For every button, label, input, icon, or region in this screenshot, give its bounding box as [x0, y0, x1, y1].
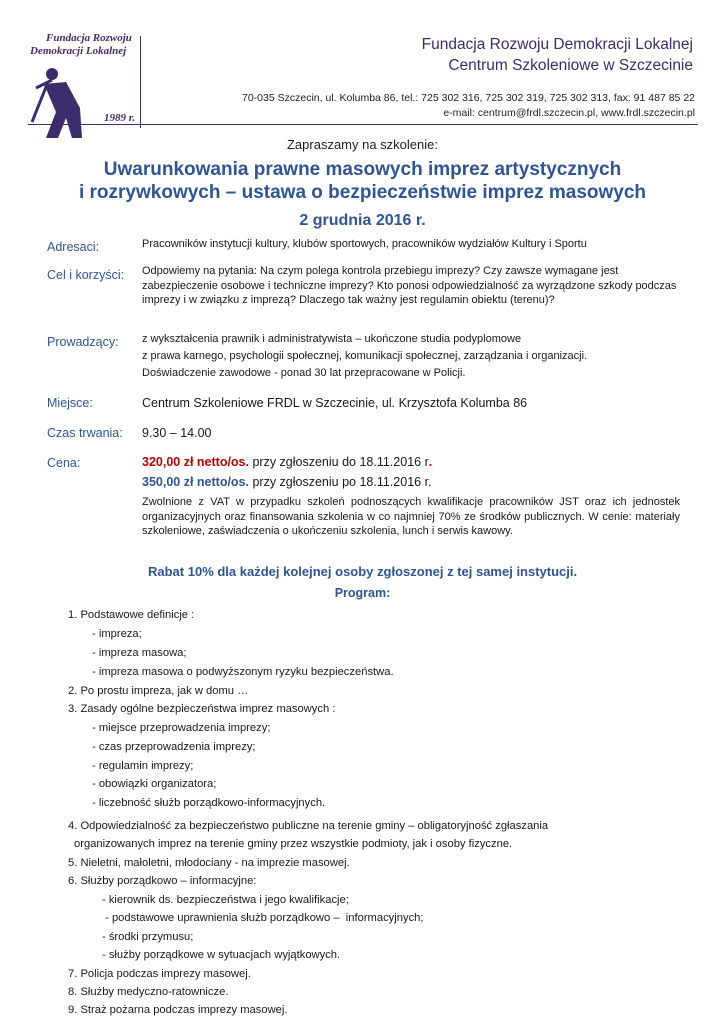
- logo-year: 1989 r.: [104, 112, 136, 124]
- price-line-2: [142, 475, 432, 489]
- program-list: [0, 606, 725, 1016]
- header-center-name: Centrum Szkoleniowe w Szczecinie: [448, 57, 693, 74]
- logo: [28, 30, 158, 130]
- list-item: - miejsce przeprowadzenia imprezy;: [92, 722, 271, 734]
- cel-label: Cel i korzyści:: [47, 268, 125, 282]
- list-item: organizowanych imprez na terenie gminy przez wszystkie podmioty, jak i osoby fizyczne.: [74, 838, 513, 850]
- cel-value: Odpowiemy na pytania: Na czym polega kontrola przebiegu imprezy? Czy zawsze wymagane jest zabezpieczenie osobowe i techniczne imprezy? Kto ponosi odpowiedzialność za wyrządzone szkody podczas imprezy i w związku z imprezą? Dlaczego tak ważny jest regulamin obiektu (terenu)?: [142, 265, 677, 306]
- price-1-amount: 320,00 zł netto/os.: [142, 455, 249, 469]
- training-date: 2 grudnia 2016 r.: [299, 212, 426, 229]
- price-line-1: [142, 455, 432, 469]
- list-item: - czas przeprowadzenia imprezy;: [92, 741, 256, 753]
- list-item: - impreza masowa o podwyższonym ryzyku bezpieczeństwa.: [92, 666, 394, 678]
- logo-line-2: Demokracji Lokalnej: [30, 45, 127, 57]
- adresaci-value: Pracowników instytucji kultury, klubów sportowych, pracowników wydziałów Kultury i Sportu: [142, 238, 587, 250]
- header-org-name: Fundacja Rozwoju Demokracji Lokalnej: [421, 36, 693, 53]
- program-heading: Program:: [334, 586, 391, 600]
- list-item: - impreza masowa;: [92, 647, 187, 659]
- miejsce-label: Miejsce:: [47, 396, 93, 410]
- prowadzacy-line-2: z prawa karnego, psychologii społecznej, komunikacji społecznej, zarządzania i organizacji.: [142, 350, 588, 362]
- prowadzacy-line-1: z wykształcenia prawnik i administratywista – ukończone studia podyplomowe: [142, 333, 522, 345]
- title-line-2: i rozrywkowych – ustawa o bezpieczeństwie imprez masowych: [78, 182, 647, 203]
- discount-note: Rabat 10% dla każdej kolejnej osoby zgłoszonej z tej samej instytucji.: [148, 564, 578, 579]
- prowadzacy-label: Prowadzący:: [47, 335, 119, 349]
- header-divider: [28, 124, 698, 125]
- prowadzacy-line-3: Doświadczenie zawodowe - ponad 30 lat przepracowane w Policji.: [142, 367, 466, 379]
- price-2-amount: 350,00 zł netto/os.: [142, 475, 249, 489]
- logo-line-1: Fundacja Rozwoju: [46, 32, 132, 44]
- logo-frame-line: [140, 36, 141, 128]
- header-address: 70-035 Szczecin, ul. Kolumba 86, tel.: 725 302 316, 725 302 319, 725 302 313, fax: 91 487 85 22: [241, 92, 695, 104]
- price-1-dot: .: [428, 455, 433, 469]
- cena-label: Cena:: [47, 456, 81, 470]
- list-item: 4. Odpowiedzialność za bezpieczeństwo publiczne na terenie gminy – obligatoryjność zgłaszania: [68, 820, 549, 832]
- list-item: 1. Podstawowe definicje :: [68, 609, 195, 621]
- czas-label: Czas trwania:: [47, 426, 123, 440]
- list-item: - regulamin imprezy;: [92, 760, 194, 772]
- list-item: - liczebność służb porządkowo-informacyjnych.: [92, 797, 326, 809]
- miejsce-value: Centrum Szkoleniowe FRDL w Szczecinie, ul. Krzysztofa Kolumba 86: [142, 396, 528, 410]
- list-item: 3. Zasady ogólne bezpieczeństwa imprez masowych :: [68, 703, 336, 715]
- list-item: 8. Służby medyczno-ratownicze.: [68, 986, 229, 998]
- list-item: - impreza;: [92, 628, 142, 640]
- list-item: 5. Nieletni, małoletni, młodociany - na imprezie masowej.: [68, 857, 350, 869]
- list-item: 9. Straż pożarna podczas imprezy masowej.: [68, 1004, 288, 1016]
- list-item: - służby porządkowe w sytuacjach wyjątkowych.: [102, 949, 341, 961]
- list-item: - podstawowe uprawnienia służb porządkowo – informacyjnych;: [102, 912, 424, 924]
- list-item: - obowiązki organizatora;: [92, 778, 217, 790]
- list-item: - kierownik ds. bezpieczeństwa i jego kwalifikacje;: [102, 894, 349, 906]
- header-contact: e-mail: centrum@frdl.szczecin.pl, www.frdl.szczecin.pl: [443, 107, 695, 119]
- list-item: 2. Po prostu impreza, jak w domu …: [68, 685, 249, 697]
- czas-value: 9.30 – 14.00: [142, 426, 212, 440]
- running-figure-icon: [30, 60, 100, 140]
- price-1-text: przy zgłoszeniu do 18.11.2016 r: [248, 455, 429, 469]
- vat-note: Zwolnione z VAT w przypadku szkoleń podnoszących kwalifikacje pracowników JST oraz ich jednostek organizacyjnych oraz finansowania szkolenia w co najmniej 70% ze środków publicznych. W cenie: materiały szkoleniowe, zaświadczenia o ukończeniu szkolenia, lunch i serwis kawowy.: [142, 496, 680, 537]
- list-item: 7. Policja podczas imprezy masowej.: [68, 968, 251, 980]
- price-2-text: przy zgłoszeniu po 18.11.2016 r.: [248, 475, 432, 489]
- title-line-1: Uwarunkowania prawne masowych imprez artystycznych: [103, 159, 622, 180]
- list-item: 6. Służby porządkowo – informacyjne:: [68, 875, 257, 887]
- intro-text: Zapraszamy na szkolenie:: [286, 137, 438, 152]
- adresaci-label: Adresaci:: [47, 240, 100, 254]
- list-item: - środki przymusu;: [102, 931, 194, 943]
